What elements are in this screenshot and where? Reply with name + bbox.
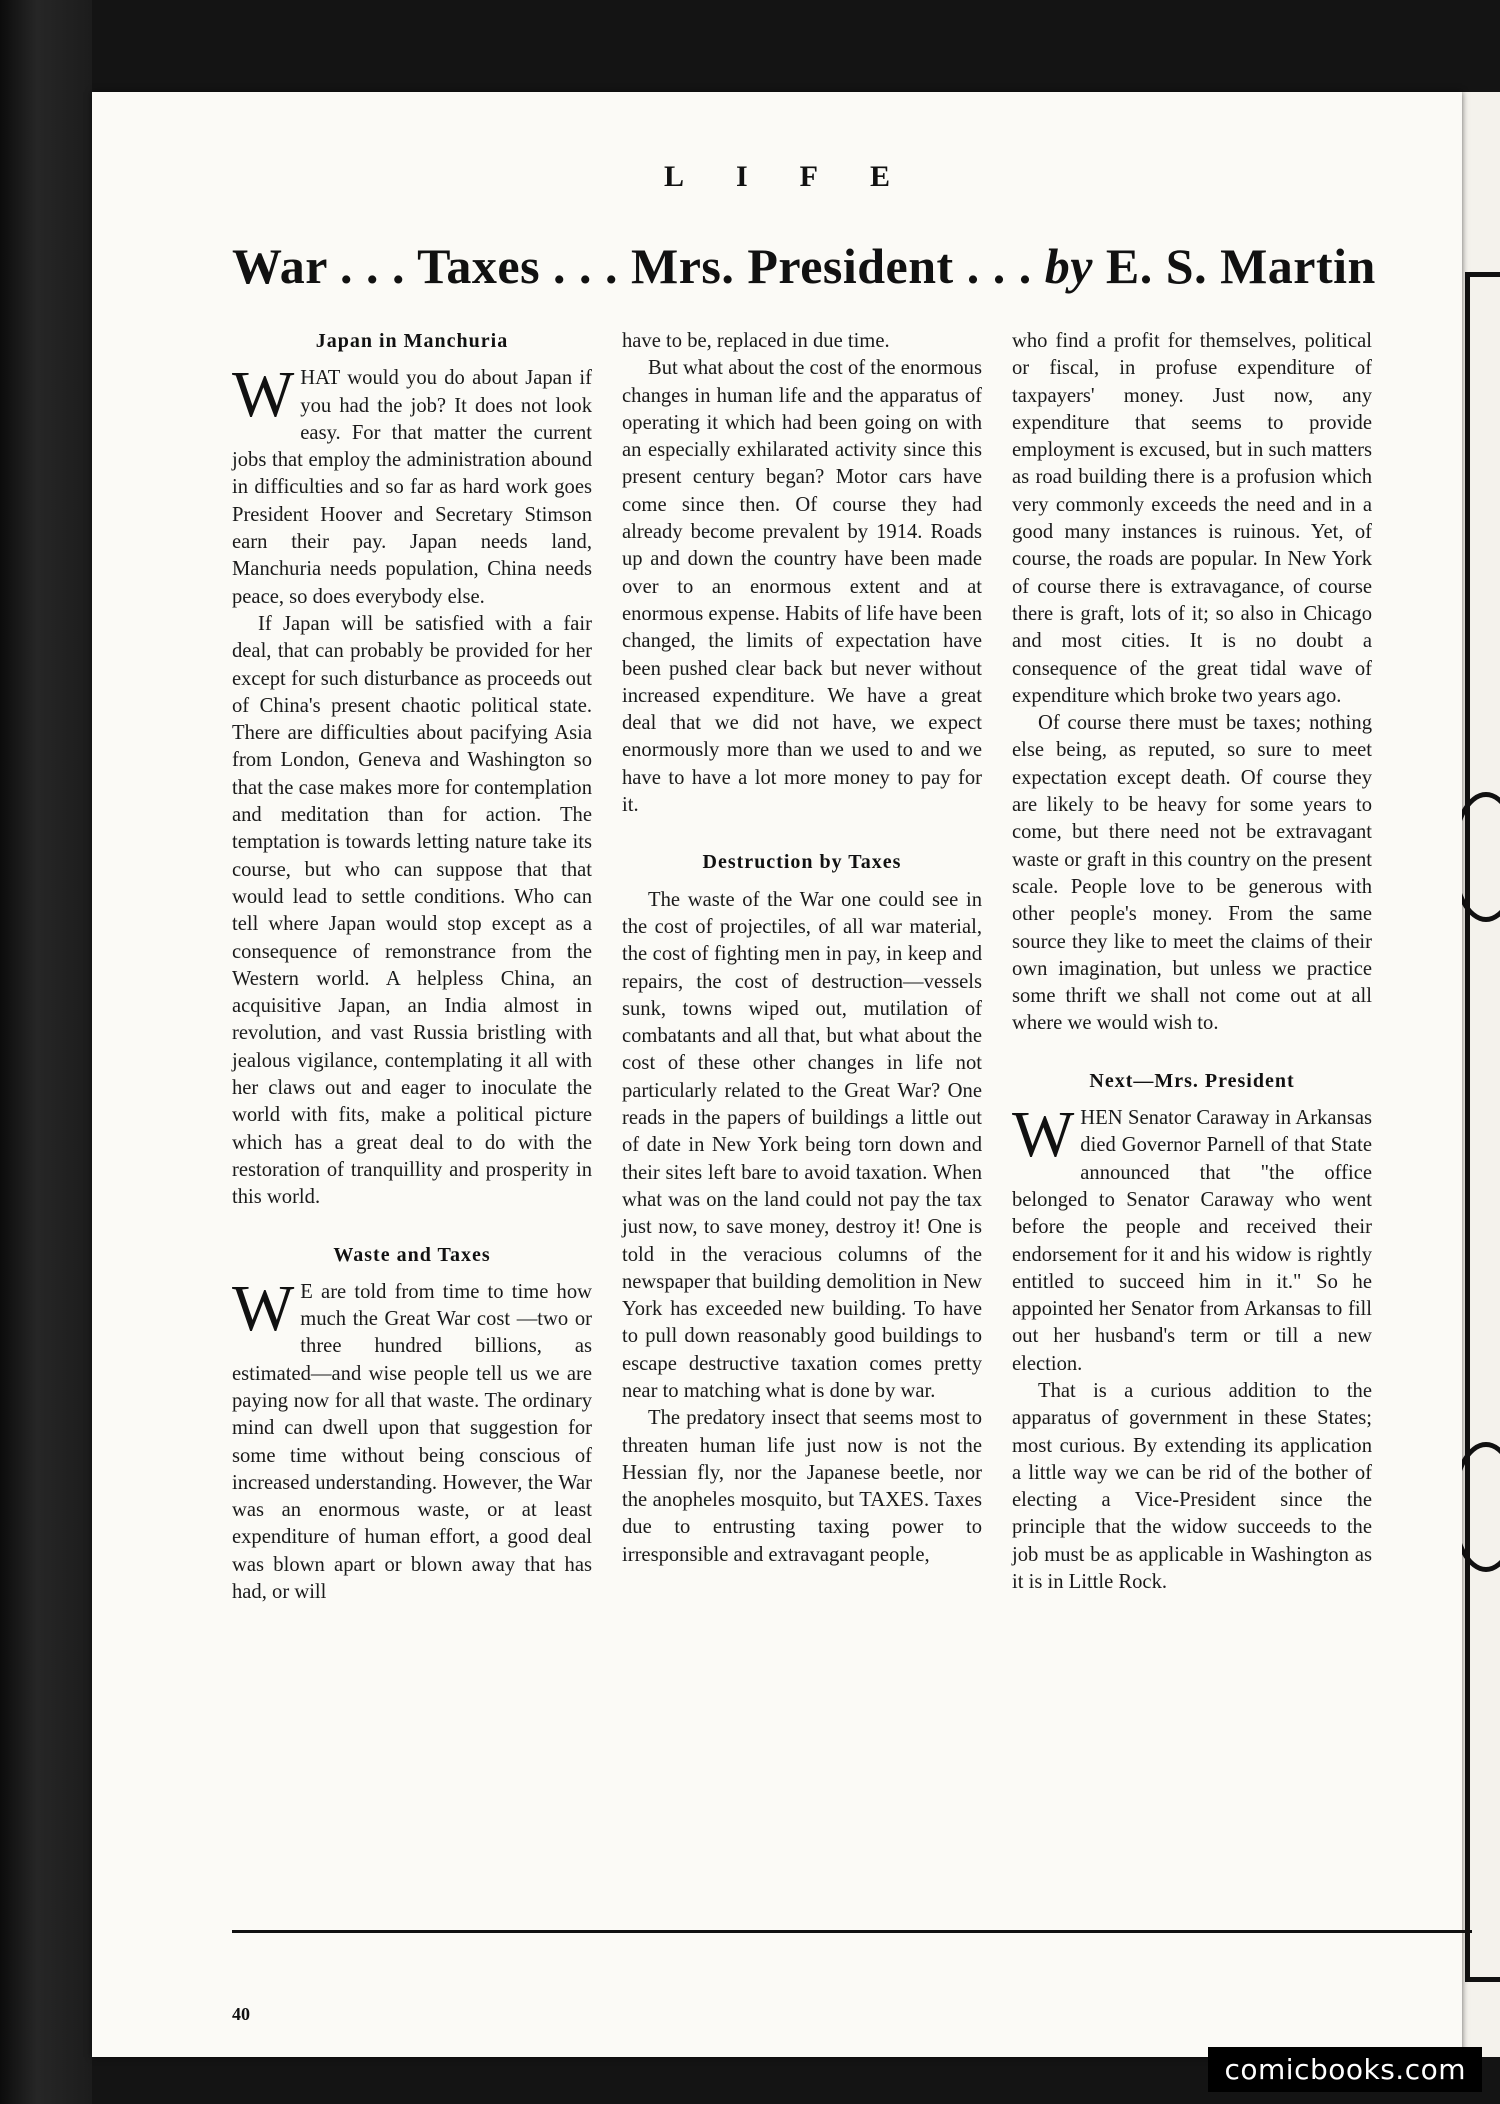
scan-background (0, 0, 92, 2104)
paragraph: WHEN Senator Caraway in Arkansas died Governor Parnell of that State announced that "the office belonged to Senator Caraway who went before the people and received their endorsement for it and his widow is rightly entitled to succeed him in it." So he appointed her Senator from Arkansas to fill out her husband's term or till a new election. (1012, 1098, 1372, 1375)
facing-page-frame (1465, 272, 1500, 1982)
paragraph: who find a profit for themselves, political or fiscal, in profuse expenditure of taxpayers' money. Just now, any expenditure that seems to provide employment is excused, but in such matters as road building there is a profusion which very commonly exceeds the need and in a good many instances is ruinous. Yet, of course, the roads are popular. In New York of course there is extravagance, of course there is graft, lots of it; so also in Chicago and most cities. It is no doubt a consequence of the great tidal wave of expenditure which broke two years ago. (1012, 330, 1372, 707)
bottom-rule (232, 1930, 1472, 1933)
column-3 (1012, 328, 1372, 1596)
drop-cap: W (232, 1271, 295, 1345)
column-1 (232, 328, 592, 1606)
section-heading: Destruction by Taxes (702, 851, 902, 874)
paragraph: The predatory insect that seems most to threaten human life just now is not the Hessian fly, nor the Japanese beetle, nor the anopheles mosquito, but TAXES. Taxes due to entrusting taxing power to irresponsible and extravagant people, (622, 1407, 982, 1566)
watermark-label: comicbooks.com (1208, 2047, 1482, 2092)
section-heading: Waste and Taxes (333, 1243, 491, 1266)
column-2 (622, 328, 982, 1569)
drop-cap: W (232, 358, 295, 432)
masthead: LIFE (663, 160, 943, 193)
paragraph: But what about the cost of the enormous changes in human life and the apparatus of operating it which had been going on with an especially exhilarated activity since this present century began? Motor cars have come since then. Of course they had already become prevalent by 1914. Roads up and down the country have been made over to an enormous extent and at enormous expense. Habits of life have been changed, the limits of expectation have been pushed clear back but never without increased expenditure. We have a great deal that we did not have, we expect enormously more than we used to and we have to have a lot more money to pay for it. (622, 357, 982, 817)
page-number: 40 (232, 2004, 250, 2024)
paragraph: The waste of the War one could see in the cost of projectiles, of all war material, the cost of fighting men in pay, in keep and repairs, the cost of destruction—vessels sunk, towns wiped out, mutilation of combatants and all that, but what about the cost of these other changes in life not particularly related to the Great War? One reads in the papers of buildings a little out of date in New York being torn down and their sites left bare to avoid taxation. When what was on the land could not pay the tax just now, to save money, destroy it! One is told in the veracious columns of the newspaper that building demolition in New York has exceeded new building. To have to pull down reasonably good buildings to escape destructive taxation comes pretty near to matching what is done by war. (622, 888, 982, 1402)
magazine-page (92, 92, 1462, 2057)
paragraph: If Japan will be satisfied with a fair deal, that can probably be provided for her except for such disturbance as proceeds out of China's present chaotic political state. There are difficulties about pacifying Asia from London, Geneva and Washington so that the case makes more for contemplation and meditation than for action. The temptation is towards letting nature take its course, but who can suppose that that would lead to settle conditions. Who can tell where Japan would stop except as a consequence of remonstrance from the Western world. A helpless China, an acquisitive Japan, an India almost in revolution, and vast Russia bristling with jealous vigilance, contemplating it all with her claws out and eager to inoculate the world with fits, make a political picture which has a great deal to do with the restoration of tranquillity and prosperity in this world. (232, 612, 592, 1209)
section-heading: Next—Mrs. President (1089, 1069, 1295, 1092)
headline-by: by (1044, 238, 1093, 294)
section-heading: Japan in Manchuria (315, 330, 509, 352)
paragraph: Of course there must be taxes; nothing else being, as reputed, so sure to meet expectation except death. Of course they are likely to be heavy for some years to come, but there need not be extravagant waste or graft in this country on the present scale. People love to be generous with other people's money. From the same source they like to meet the claims of their own imagination, but unless we practice some thrift we shall not come out at all where we would wish to. (1012, 712, 1372, 1035)
drop-cap: W (1012, 1098, 1075, 1172)
headline-author: E. S. Martin (1092, 238, 1376, 294)
paragraph: That is a curious addition to the apparatus of government in these States; most curious. By extending its application a little way we can be rid of the bother of electing a Vice-President since the principle that the widow succeeds to the job must be as applicable in Washington as it is in Little Rock. (1012, 1379, 1372, 1594)
headline-title: War . . . Taxes . . . Mrs. President . . . (232, 238, 1045, 294)
article-headline (232, 237, 1472, 295)
paragraph: WHAT would you do about Japan if you had the job? It does not look easy. For that matter the current jobs that employ the administration abound in difficulties and so far as hard work goes President Hoover and Secretary Stimson earn their pay. Japan needs land, Manchuria needs population, China needs peace, so does everybody else. (232, 358, 592, 608)
paragraph: W E are told from time to time how much the Great War cost —two or three hundred billions, as estimated—and wise people tell us we are paying now for all that waste. The ordinary mind can dwell upon that suggestion for some time without being conscious of increased understanding. However, the War was an enormous waste, or at least expenditure of human effort, a good deal was blown apart or blown away that has had, or will (232, 1271, 592, 1604)
paragraph: have to be, replaced in due time. (622, 330, 890, 352)
